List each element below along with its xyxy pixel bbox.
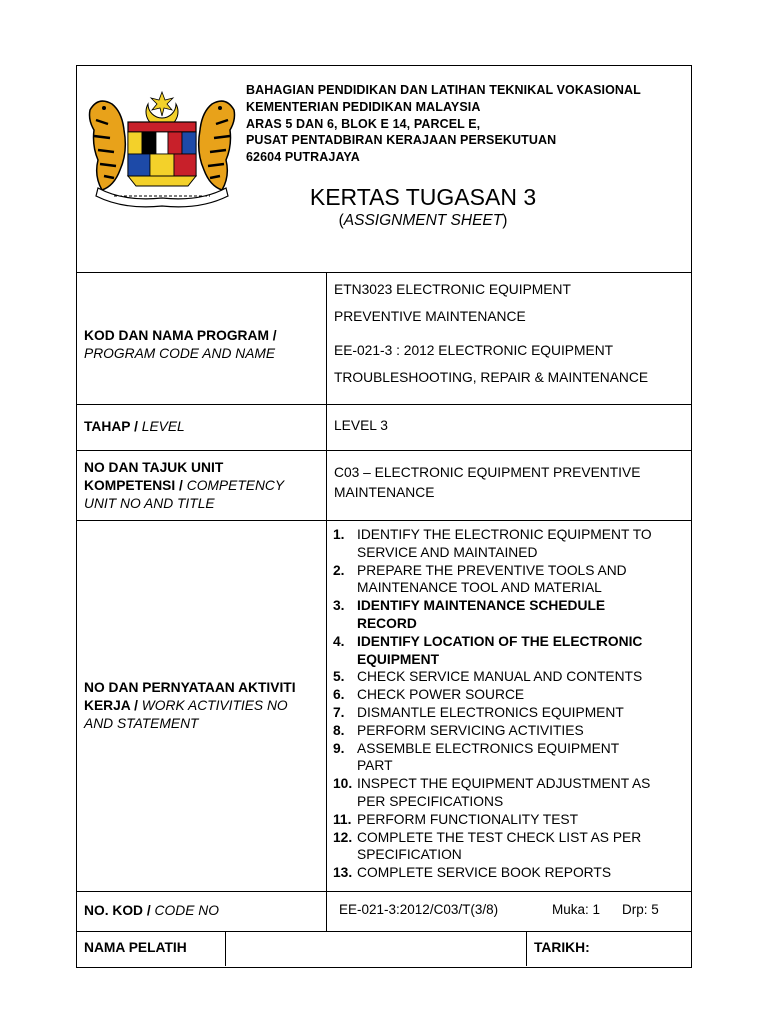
activity-text-line: IDENTIFY LOCATION OF THE ELECTRONIC <box>357 633 643 649</box>
trainee-row <box>77 932 691 966</box>
activities-list <box>333 526 693 882</box>
unit-label-cell <box>77 451 327 520</box>
date-cell[interactable] <box>527 932 691 966</box>
activity-item <box>333 864 693 882</box>
sheet-header <box>77 66 691 273</box>
activity-number: 11. <box>333 811 352 827</box>
code-label-cell <box>77 892 327 931</box>
program-value-line: EE-021-3 : 2012 ELECTRONIC EQUIPMENT <box>334 343 614 358</box>
program-label-ms: KOD DAN NAMA PROGRAM / <box>84 328 277 343</box>
program-label <box>84 327 277 363</box>
subtitle-text: ASSIGNMENT SHEET <box>343 212 503 229</box>
date-label: TARIKH: <box>534 940 590 955</box>
program-label-en: PROGRAM CODE AND NAME <box>84 346 276 361</box>
malaysia-coat-of-arms-icon <box>84 90 240 208</box>
program-value-line: ETN3023 ELECTRONIC EQUIPMENT <box>334 282 571 297</box>
activity-text-line: PREPARE THE PREVENTIVE TOOLS AND <box>357 562 627 578</box>
unit-row <box>77 451 691 521</box>
activities-label <box>84 679 296 733</box>
level-label-en: LEVEL <box>141 419 185 434</box>
agency-line: KEMENTERIAN PEDIDIKAN MALAYSIA <box>246 99 481 114</box>
agency-address <box>246 82 641 166</box>
unit-value-line: C03 – ELECTRONIC EQUIPMENT PREVENTIVE <box>334 465 641 480</box>
activity-text-line: COMPLETE SERVICE BOOK REPORTS <box>357 865 612 881</box>
activity-text-line: SERVICE AND MAINTAINED <box>357 544 538 560</box>
activity-number: 8. <box>333 722 345 738</box>
sheet-subtitle <box>247 212 599 230</box>
activity-text-line: COMPLETE THE TEST CHECK LIST AS PER <box>357 829 642 845</box>
activities-label-en-3: AND STATEMENT <box>84 716 199 731</box>
unit-label-ms-1: NO DAN TAJUK UNIT <box>84 460 224 475</box>
sheet-title: KERTAS TUGASAN 3 <box>309 184 537 210</box>
activity-text-line: PERFORM FUNCTIONALITY TEST <box>357 811 579 827</box>
code-label <box>84 902 219 920</box>
activity-number: 13. <box>333 865 353 881</box>
page-number: Muka: 1 <box>552 902 601 917</box>
trainee-name-label: NAMA PELATIH <box>84 940 187 955</box>
program-value-cell <box>327 273 691 404</box>
program-row <box>77 273 691 405</box>
agency-line: BAHAGIAN PENDIDIKAN DAN LATIHAN TEKNIKAL VOKASIONAL <box>246 83 641 97</box>
program-value-line: TROUBLESHOOTING, REPAIR & MAINTENANCE <box>334 370 649 385</box>
activity-text-line: RECORD <box>357 615 417 631</box>
activities-label-ms-1: NO DAN PERNYATAAN AKTIVITI <box>84 680 296 695</box>
subtitle-close: ) <box>502 212 508 229</box>
activity-item <box>333 722 693 740</box>
activity-text-line: INSPECT THE EQUIPMENT ADJUSTMENT AS <box>357 776 651 792</box>
assignment-sheet <box>76 65 692 968</box>
activity-number: 4. <box>333 633 345 649</box>
unit-label <box>84 459 284 513</box>
right-tiger-icon <box>199 101 235 190</box>
code-label-ms: NO. KOD / <box>84 903 151 918</box>
activity-text-line: IDENTIFY MAINTENANCE SCHEDULE <box>357 598 606 614</box>
level-label <box>84 418 185 436</box>
activity-text-line: MAINTENANCE TOOL AND MATERIAL <box>357 580 602 596</box>
code-label-en: CODE NO <box>154 903 219 918</box>
activity-number: 9. <box>333 740 345 756</box>
agency-line: 62604 PUTRAJAYA <box>246 150 360 165</box>
code-value-cell <box>327 892 691 931</box>
agency-line: PUSAT PENTADBIRAN KERAJAAN PERSEKUTUAN <box>246 133 557 148</box>
program-value-line: PREVENTIVE MAINTENANCE <box>334 309 526 324</box>
unit-label-ms-2: KOMPETENSI / <box>84 478 183 493</box>
motto-ribbon <box>96 188 228 207</box>
activity-text-line: PER SPECIFICATIONS <box>357 793 504 809</box>
shield-icon <box>128 122 196 186</box>
activity-number: 3. <box>333 598 345 614</box>
level-value-cell <box>327 405 691 450</box>
activity-item <box>333 686 693 704</box>
left-tiger-icon <box>90 101 126 190</box>
unit-value-cell <box>327 451 691 520</box>
activity-item <box>333 597 693 633</box>
activity-text-line: DISMANTLE ELECTRONICS EQUIPMENT <box>357 704 624 720</box>
trainee-name-field[interactable] <box>226 932 527 966</box>
activity-number: 12. <box>333 829 353 845</box>
activities-label-ms-2: KERJA / <box>84 698 138 713</box>
activity-item <box>333 562 693 598</box>
activity-item <box>333 811 693 829</box>
activity-item <box>333 526 693 562</box>
page-total: Drp: 5 <box>622 902 659 917</box>
activity-text-line: PART <box>357 758 393 774</box>
activity-number: 2. <box>333 562 345 578</box>
activity-number: 5. <box>333 669 345 685</box>
activity-text-line: SPECIFICATION <box>357 847 462 863</box>
level-row <box>77 405 691 451</box>
activity-text-line: EQUIPMENT <box>357 651 440 667</box>
activity-text-line: CHECK POWER SOURCE <box>357 687 525 703</box>
activities-list-cell <box>327 521 691 891</box>
activity-item <box>333 740 693 776</box>
activity-item <box>333 633 693 669</box>
activity-number: 10. <box>333 776 353 792</box>
code-value: EE-021-3:2012/C03/T(3/8) <box>339 902 499 917</box>
level-label-cell <box>77 405 327 450</box>
activities-label-cell <box>77 521 327 891</box>
unit-value-line: MAINTENANCE <box>334 485 435 500</box>
activities-label-en-2: WORK ACTIVITIES NO <box>141 698 288 713</box>
activity-text-line: PERFORM SERVICING ACTIVITIES <box>357 722 584 738</box>
code-row <box>77 892 691 932</box>
activity-text-line: IDENTIFY THE ELECTRONIC EQUIPMENT TO <box>357 527 652 542</box>
activity-item <box>333 829 693 865</box>
agency-line: ARAS 5 DAN 6, BLOK E 14, PARCEL E, <box>246 116 481 131</box>
activity-text-line: ASSEMBLE ELECTRONICS EQUIPMENT <box>357 740 620 756</box>
activity-number: 7. <box>333 704 345 720</box>
program-label-cell <box>77 273 327 404</box>
activity-number: 6. <box>333 687 345 703</box>
activity-number: 1. <box>333 527 345 542</box>
activity-item <box>333 704 693 722</box>
unit-label-en-2: COMPETENCY <box>186 478 285 493</box>
level-value: LEVEL 3 <box>334 418 388 433</box>
activity-text-line: CHECK SERVICE MANUAL AND CONTENTS <box>357 669 643 685</box>
trainee-name-label-cell <box>77 932 226 966</box>
activities-row <box>77 521 691 892</box>
activity-item <box>333 775 693 811</box>
level-label-ms: TAHAP / <box>84 419 138 434</box>
unit-label-en-3: UNIT NO AND TITLE <box>84 496 215 511</box>
subtitle-open: ( <box>338 212 344 229</box>
activity-item <box>333 668 693 686</box>
